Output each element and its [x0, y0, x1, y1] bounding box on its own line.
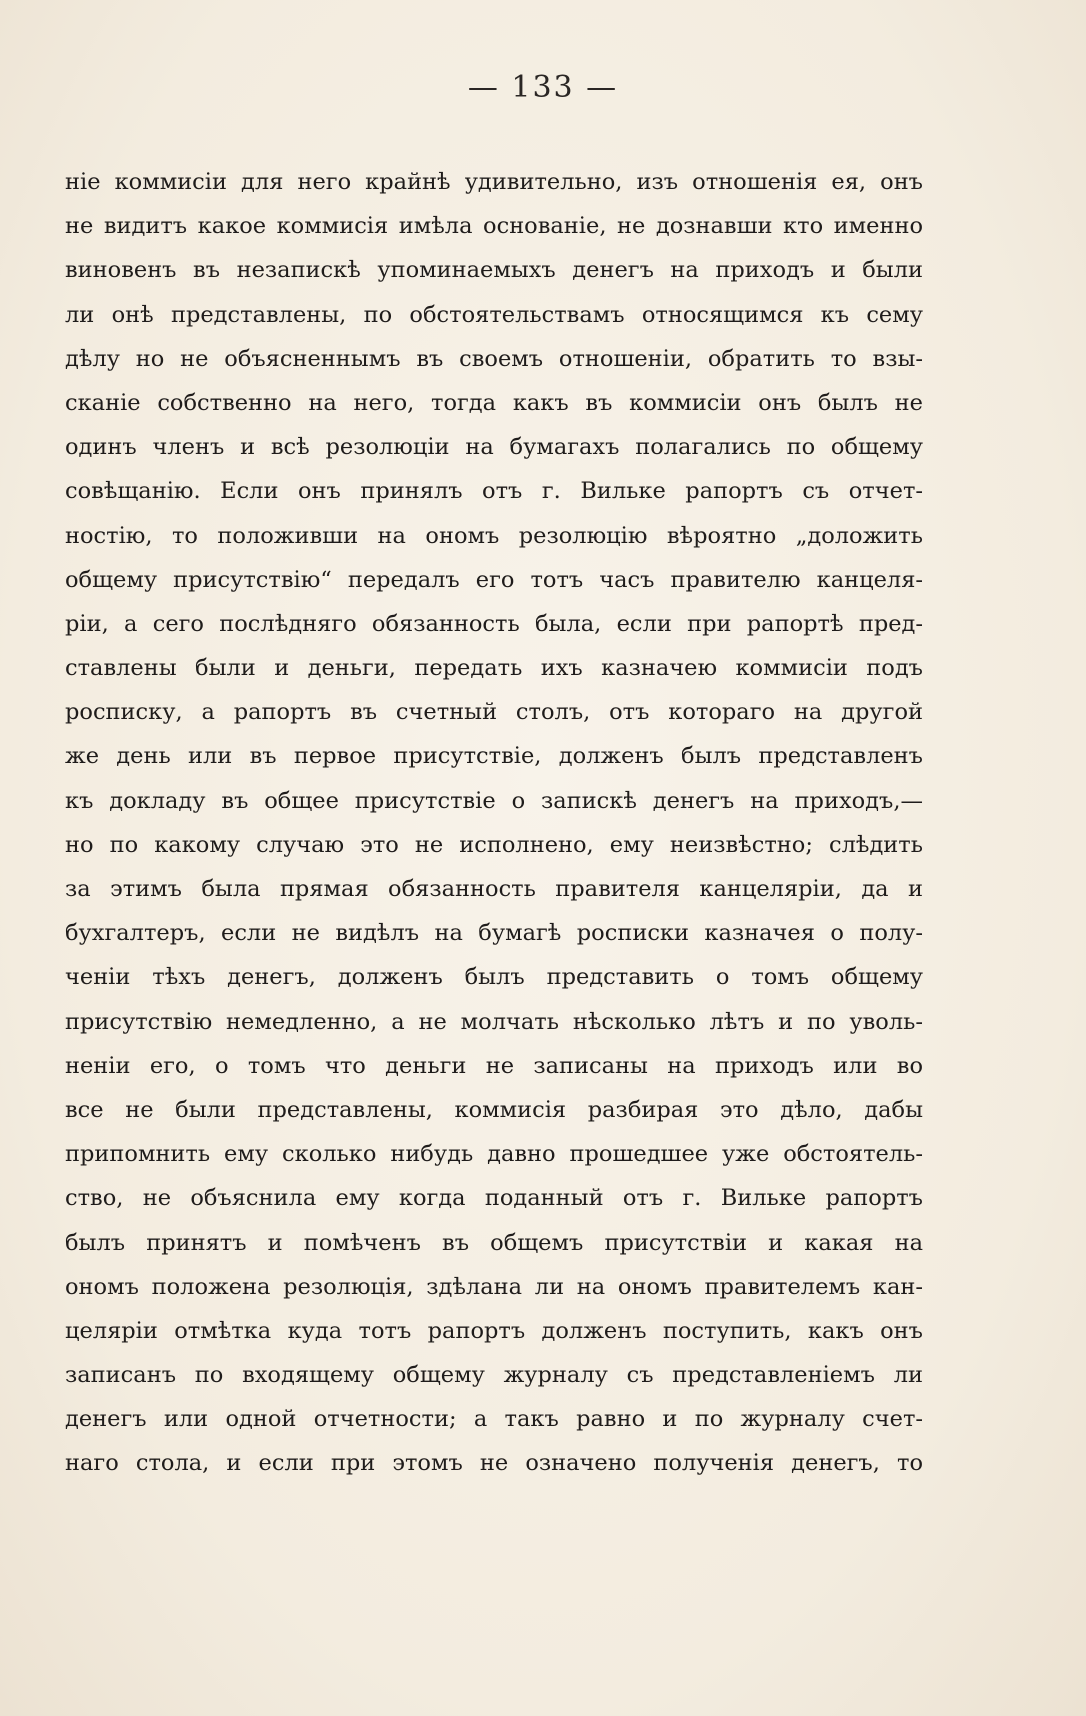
- text-line: дѣлу но не объясненнымъ въ своемъ отношеніи, обратить то взы-: [65, 345, 923, 372]
- text-line: же день или въ первое присутствіе, долженъ былъ представленъ: [65, 743, 923, 770]
- text-line: общему присутствію“ передалъ его тотъ часъ правителю канцеля-: [65, 566, 923, 593]
- text-line: ностію, то положивши на ономъ резолюцію вѣроятно „доложить: [65, 522, 923, 549]
- text-line: ство, не объяснила ему когда поданный отъ г. Вильке рапортъ: [65, 1185, 923, 1212]
- body-text: [65, 160, 923, 1486]
- text-line: ніе коммисіи для него крайнѣ удивительно, изъ отношенія ея, онъ: [65, 169, 923, 195]
- text-line: наго стола, и если при этомъ не означено полученія денегъ, то: [65, 1450, 923, 1477]
- text-line: одинъ членъ и всѣ резолюціи на бумагахъ полагались по общему: [65, 434, 923, 461]
- text-line: былъ принятъ и помѣченъ въ общемъ присутствіи и какая на: [65, 1229, 923, 1256]
- text-line: присутствію немедленно, а не молчать нѣсколько лѣтъ и по уволь-: [65, 1008, 923, 1035]
- text-line: припомнить ему сколько нибудь давно прошедшее уже обстоятель-: [65, 1141, 923, 1168]
- text-line: денегъ или одной отчетности; а такъ равно и по журналу счет-: [65, 1406, 923, 1433]
- text-line: все не были представлены, коммисія разбирая это дѣло, дабы: [65, 1096, 923, 1123]
- page-number: — 133 —: [467, 70, 619, 105]
- text-line: за этимъ была прямая обязанность правителя канцеляріи, да и: [65, 876, 923, 902]
- text-line: бухгалтеръ, если не видѣлъ на бумагѣ росписки казначея о полу-: [65, 920, 923, 947]
- text-line: записанъ по входящему общему журналу съ представленіемъ ли: [65, 1362, 923, 1389]
- text-line: ріи, а сего послѣдняго обязанность была, если при рапортѣ пред-: [65, 610, 923, 637]
- text-line: виновенъ въ незапискѣ упоминаемыхъ денегъ на приходъ и были: [65, 257, 923, 284]
- text-line: не видитъ какое коммисія имѣла основаніе, не дознавши кто именно: [65, 213, 923, 240]
- text-line: ставлены были и деньги, передать ихъ казначею коммисіи подъ: [65, 655, 923, 682]
- text-line: сканіе собственно на него, тогда какъ въ коммисіи онъ былъ не: [65, 389, 923, 416]
- text-line: росписку, а рапортъ въ счетный столъ, отъ котораго на другой: [65, 699, 923, 726]
- text-line: къ докладу въ общее присутствіе о запискѣ денегъ на приходъ,—: [65, 787, 923, 814]
- text-line: ономъ положена резолюція, здѣлана ли на ономъ правителемъ кан-: [65, 1273, 923, 1300]
- text-line: совѣщанію. Если онъ принялъ отъ г. Вильке рапортъ съ отчет-: [65, 478, 923, 505]
- text-line: целяріи отмѣтка куда тотъ рапортъ долженъ поступить, какъ онъ: [65, 1317, 923, 1344]
- text-line: но по какому случаю это не исполнено, ему неизвѣстно; слѣдить: [65, 831, 923, 858]
- text-line: неніи его, о томъ что деньги не записаны на приходъ или во: [65, 1052, 923, 1079]
- text-line: ченіи тѣхъ денегъ, долженъ былъ представить о томъ общему: [65, 964, 923, 991]
- text-line: ли онѣ представлены, по обстоятельствамъ относящимся къ сему: [65, 301, 923, 328]
